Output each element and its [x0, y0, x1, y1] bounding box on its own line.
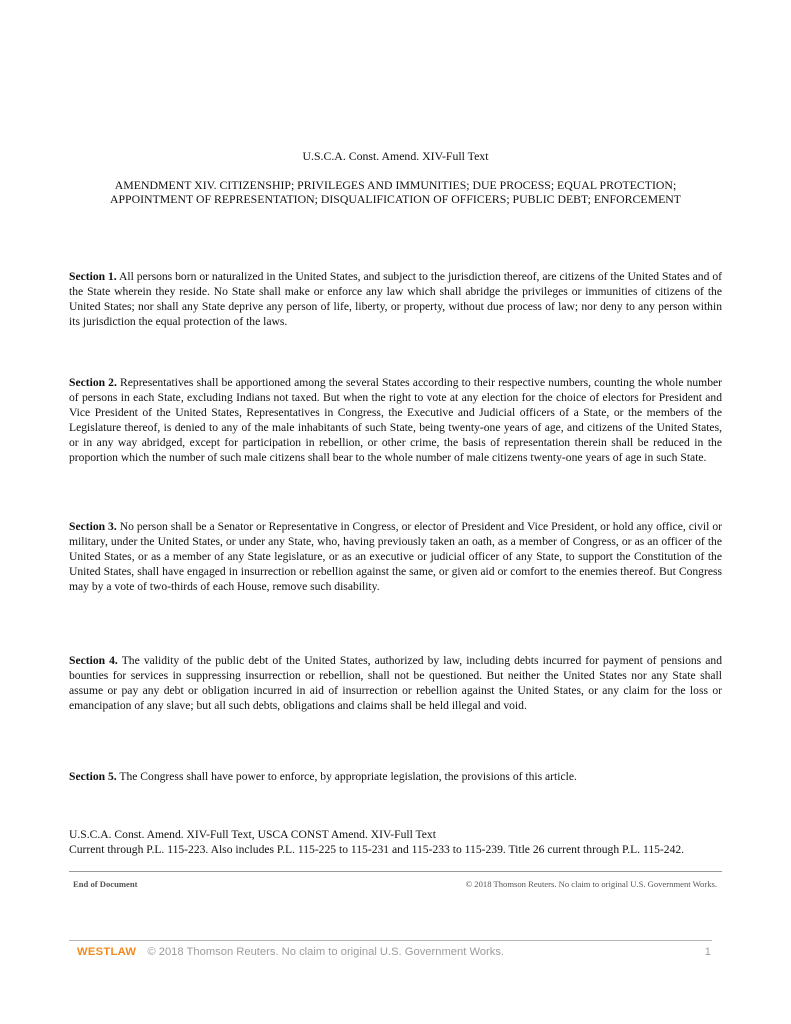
citation-line-1: U.S.C.A. Const. Amend. XIV-Full Text, USCA CONST Amend. XIV-Full Text: [69, 828, 436, 841]
footer-copyright: © 2018 Thomson Reuters. No claim to original U.S. Government Works.: [147, 946, 505, 958]
section-3-label: Section 3.: [69, 520, 117, 533]
section-5-text: The Congress shall have power to enforce, by appropriate legislation, the provisions of this article.: [119, 770, 577, 783]
citation-block: [69, 827, 722, 857]
amendment-subtitle: AMENDMENT XIV. CITIZENSHIP; PRIVILEGES AND IMMUNITIES; DUE PROCESS; EQUAL PROTECTION; APPOINTMENT OF REPRESENTATION; DISQUALIFICATION OF OFFICERS; PUBLIC DEBT; ENFORCEMENT: [109, 178, 682, 206]
section-4-text: The validity of the public debt of the United States, authorized by law, including debts incurred for payment of pensions and bounties for services in suppressing insurrection or rebellion, shall not be questioned. But neither the United States nor any State shall assume or pay any debt or obligation incurred in aid of insurrection or rebellion against the United States, or any claim for the loss or emancipation of any slave; but all such debts, obligations and claims shall be held illegal and void.: [69, 654, 722, 712]
page-footer: [77, 946, 504, 958]
page-number: 1: [704, 946, 711, 958]
end-copyright-notice: © 2018 Thomson Reuters. No claim to original U.S. Government Works.: [465, 879, 717, 889]
section-3-paragraph: [69, 519, 722, 594]
citation-line-2: Current through P.L. 115-223. Also includes P.L. 115-225 to 115-231 and 115-233 to 115-239. Title 26 current through P.L. 115-242.: [69, 843, 685, 856]
section-4-label: Section 4.: [69, 654, 118, 667]
end-divider: [69, 871, 722, 872]
footer-divider: [69, 940, 712, 941]
westlaw-logo: WESTLAW: [77, 946, 137, 958]
section-2-label: Section 2.: [69, 376, 117, 389]
section-2-text: Representatives shall be apportioned among the several States according to their respective numbers, counting the whole number of persons in each State, excluding Indians not taxed. But when the right to vote at any election for the choice of electors for President and Vice President of the United States, Representatives in Congress, the Executive and Judicial officers of a State, or the members of the Legislature thereof, is denied to any of the male inhabitants of such State, being twenty-one years of age, and citizens of the United States, or in any way abridged, except for participation in rebellion, or other crime, the basis of representation therein shall be reduced in the proportion which the number of such male citizens shall bear to the whole number of male citizens twenty-one years of age in such State.: [69, 376, 722, 464]
section-2-paragraph: [69, 375, 722, 465]
section-3-text: No person shall be a Senator or Representative in Congress, or elector of President and Vice President, or hold any office, civil or military, under the United States, or under any State, who, having previously taken an oath, as a member of Congress, or as an officer of the United States, or as a member of any State legislature, or as an executive or judicial officer of any State, to support the Constitution of the United States, shall have engaged in insurrection or rebellion against the same, or given aid or comfort to the enemies thereof. But Congress may by a vote of two-thirds of each House, remove such disability.: [69, 520, 723, 593]
document-title: U.S.C.A. Const. Amend. XIV-Full Text: [302, 149, 489, 163]
section-5-paragraph: [69, 769, 722, 784]
section-1-text: All persons born or naturalized in the United States, and subject to the jurisdiction thereof, are citizens of the United States and of the State wherein they reside. No State shall make or enforce any law which shall abridge the privileges or immunities of citizens of the United States; nor shall any State deprive any person of life, liberty, or property, without due process of law; nor deny to any person within its jurisdiction the equal protection of the laws.: [69, 270, 722, 328]
section-1-paragraph: [69, 269, 722, 329]
section-1-label: Section 1.: [69, 270, 117, 283]
end-of-document-label: End of Document: [73, 879, 138, 889]
section-5-label: Section 5.: [69, 770, 117, 783]
section-4-paragraph: [69, 653, 722, 713]
